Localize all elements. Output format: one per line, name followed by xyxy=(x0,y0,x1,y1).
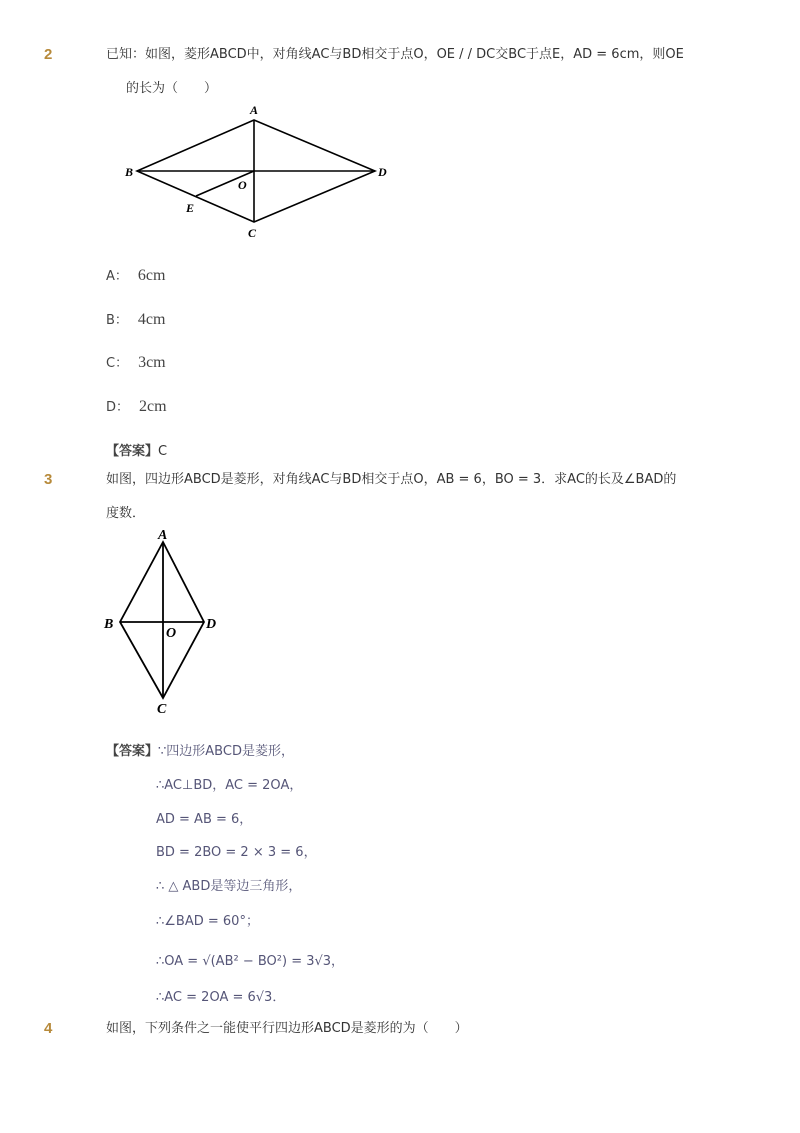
figure-label-o: O xyxy=(238,178,247,192)
solution-line-6: ∴∠BAD = 60°； xyxy=(156,914,259,929)
figure-label-b: B xyxy=(125,165,134,179)
question-2-text-line2: 的长为（ ） xyxy=(126,81,218,96)
answer-tag: 【答案】 xyxy=(106,744,159,759)
question-2-answer xyxy=(106,440,167,461)
option-key: A： xyxy=(106,269,128,284)
figure-label-c: C xyxy=(157,702,167,716)
question-2-rhombus-figure xyxy=(120,100,400,245)
question-2-text-line1: 已知：如图，菱形ABCD中，对角线AC与BD相交于点O，OE / / DC交BC于点E，AD = 6cm，则OE xyxy=(106,47,684,62)
answer-tag: 【答案】 xyxy=(106,444,159,459)
solution-line-5: ∴ △ ABD是等边三角形， xyxy=(156,879,302,894)
option-value: 6cm xyxy=(137,267,166,284)
option-key: D： xyxy=(106,400,130,415)
figure-label-d: D xyxy=(378,165,387,179)
figure-label-d: D xyxy=(206,617,217,632)
solution-line-3: AD = AB = 6， xyxy=(156,812,253,827)
solution-line-4: BD = 2BO = 2 × 3 = 6， xyxy=(156,845,317,860)
option-b[interactable] xyxy=(106,309,165,329)
question-3-text-line1: 如图，四边形ABCD是菱形，对角线AC与BD相交于点O，AB = 6，BO = 3．求AC的长及∠BAD的 xyxy=(106,472,677,487)
solution-line-7: ∴OA = √(AB² − BO²) = 3√3， xyxy=(156,954,345,969)
figure-label-b: B xyxy=(104,617,114,632)
option-a[interactable] xyxy=(106,265,165,285)
option-key: B： xyxy=(106,313,128,328)
question-number-4: 4 xyxy=(44,1020,53,1037)
option-key: C： xyxy=(106,356,129,371)
figure-label-e: E xyxy=(186,201,195,215)
solution-line-1: ∵四边形ABCD是菱形， xyxy=(158,744,294,759)
question-number-2: 2 xyxy=(44,46,53,63)
option-value: 2cm xyxy=(139,398,167,415)
question-number-3: 3 xyxy=(44,471,53,488)
option-d[interactable] xyxy=(106,396,167,416)
question-3-text-line2: 度数． xyxy=(106,506,146,521)
question-3-rhombus-figure xyxy=(100,524,230,716)
figure-label-a: A xyxy=(250,103,259,117)
solution-line-2: ∴AC⊥BD，AC = 2OA， xyxy=(156,778,303,793)
answer-value: C xyxy=(158,444,168,459)
solution-line-8: ∴AC = 2OA = 6√3． xyxy=(156,990,286,1005)
option-c[interactable] xyxy=(106,352,166,372)
question-3-answer xyxy=(106,740,294,759)
figure-label-o: O xyxy=(166,626,177,641)
question-4-text-line1: 如图，下列条件之一能使平行四边形ABCD是菱形的为（ ） xyxy=(106,1021,468,1036)
figure-label-c: C xyxy=(248,226,257,240)
option-value: 4cm xyxy=(137,311,166,328)
figure-label-a: A xyxy=(158,528,168,543)
option-value: 3cm xyxy=(138,354,166,371)
